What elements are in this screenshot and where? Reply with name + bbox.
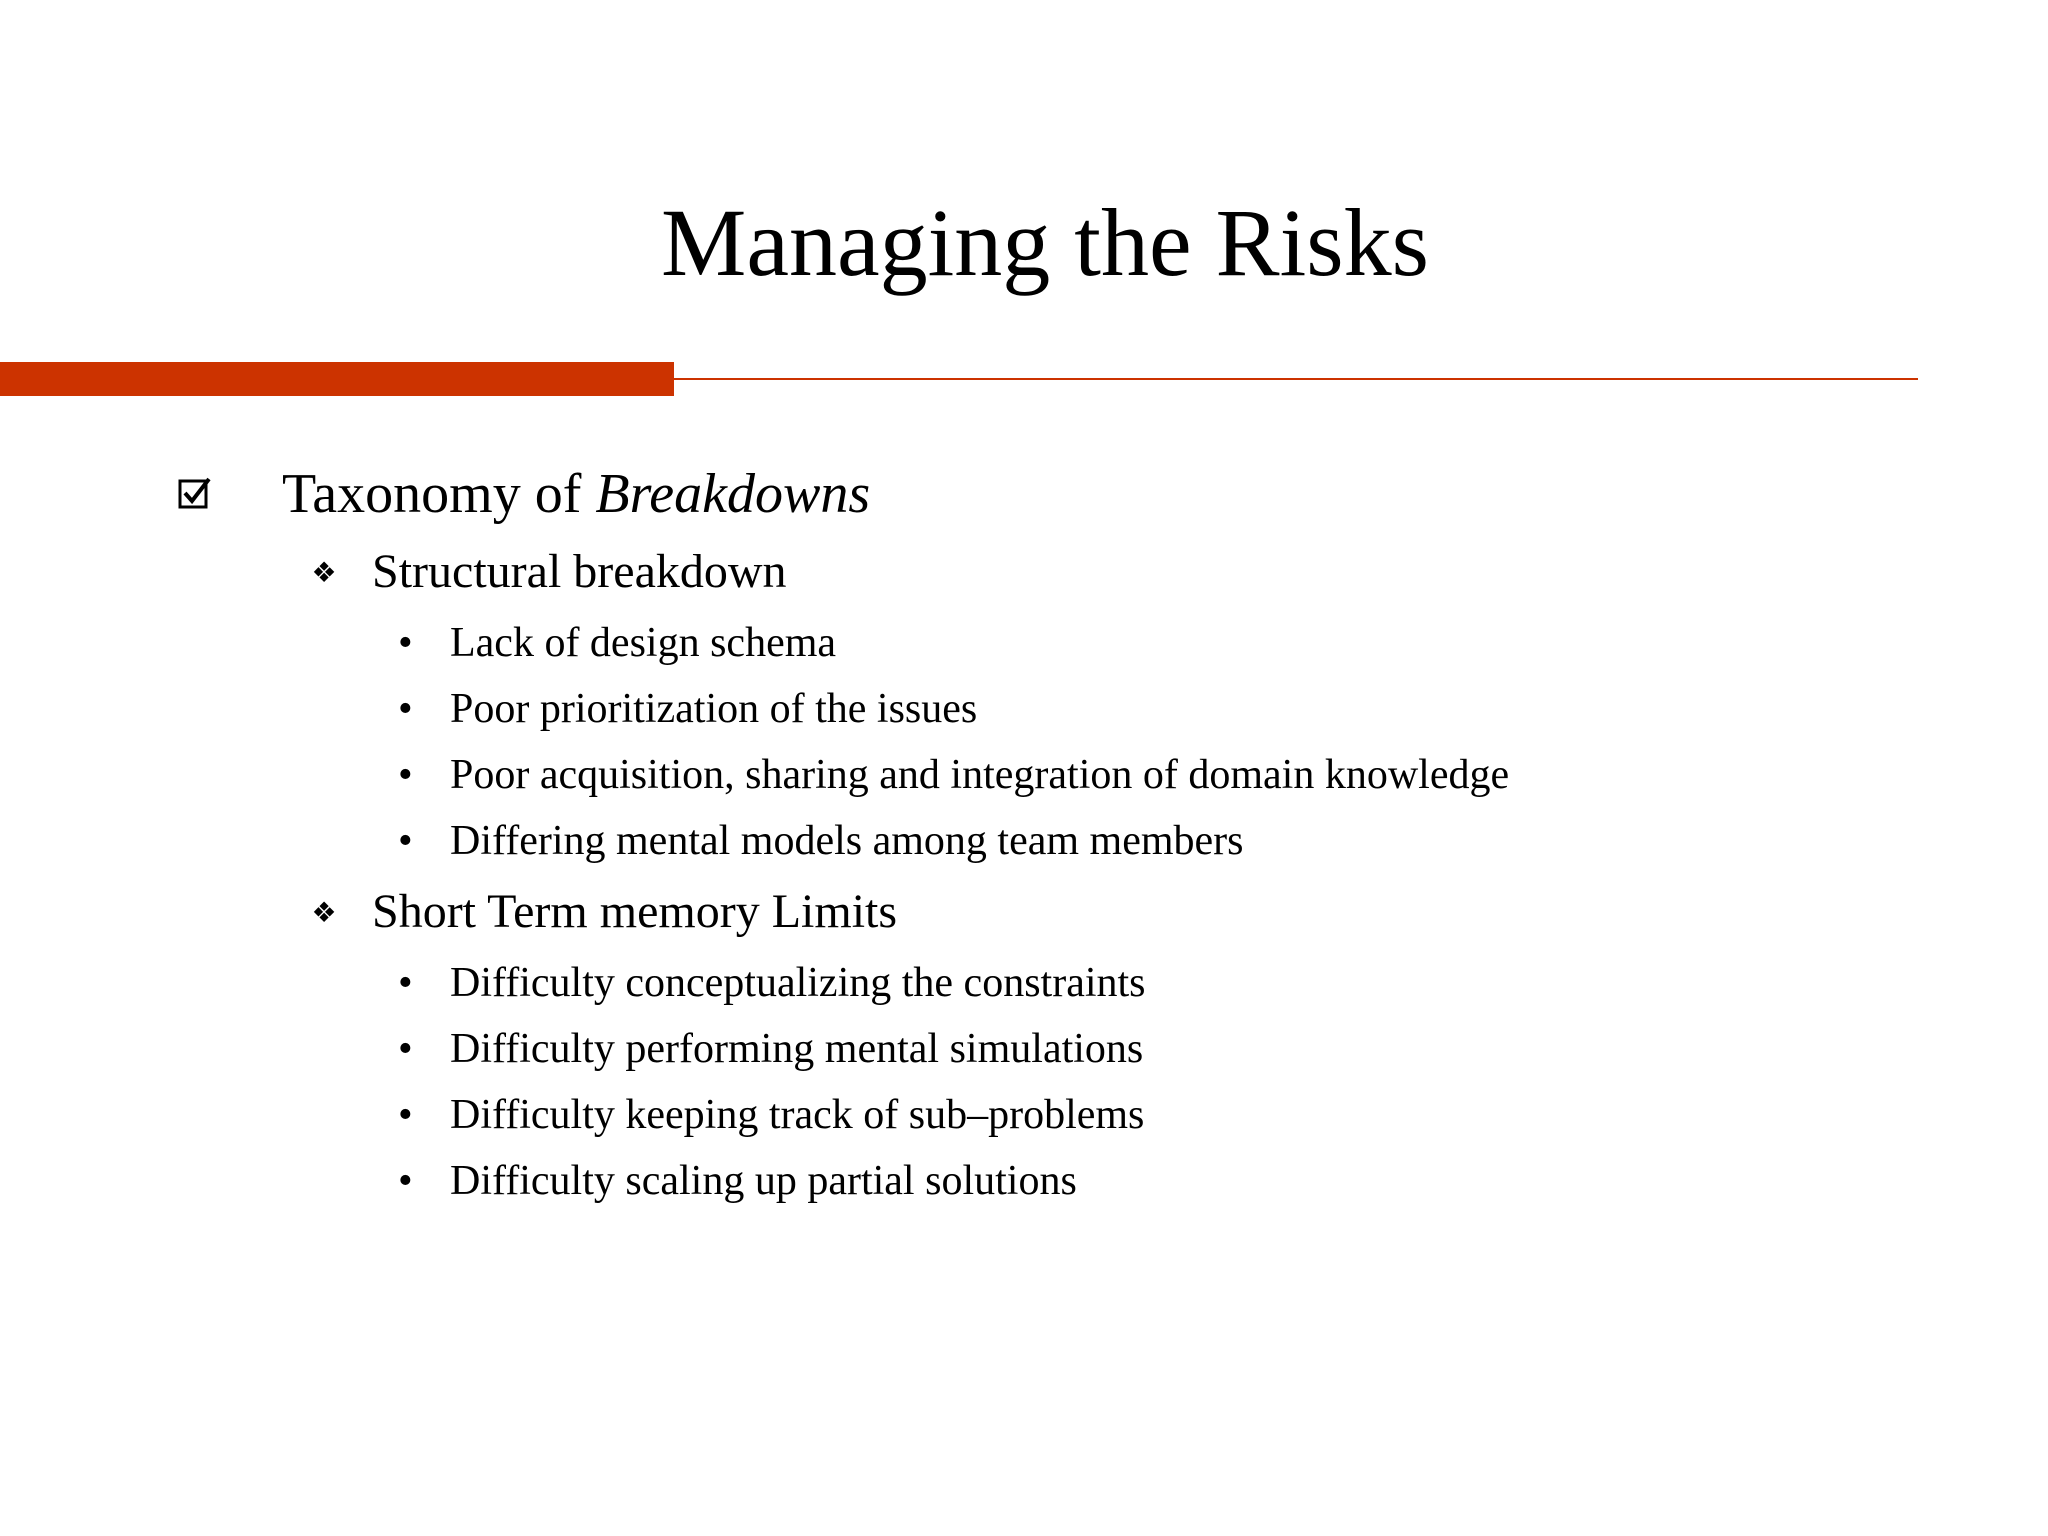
bullet-icon: • (398, 620, 413, 666)
bullet-icon: • (398, 686, 413, 732)
section-heading-text: Structural breakdown (372, 545, 787, 598)
list-item-text: Difficulty conceptualizing the constraints (450, 960, 1146, 1006)
list-item-text: Poor prioritization of the issues (450, 686, 978, 732)
list-item-text: Poor acquisition, sharing and integration of domain knowledge (450, 752, 1510, 798)
section-heading-text: Short Term memory Limits (372, 885, 898, 938)
bullet-icon: • (398, 1092, 413, 1138)
list-item-text: Differing mental models among team members (450, 818, 1244, 864)
checkbox-checked-icon (178, 476, 212, 510)
diamond-bullet-icon: ❖ (311, 898, 337, 929)
diamond-bullet-icon: ❖ (311, 558, 337, 589)
slide-title: Managing the Risks (661, 189, 1429, 296)
bullet-icon: • (398, 1158, 413, 1204)
list-item-text: Difficulty performing mental simulations (450, 1026, 1144, 1072)
bullet-icon: • (398, 752, 413, 798)
list-item-text: Lack of design schema (450, 620, 837, 666)
main-point-prefix: Taxonomy of (282, 463, 596, 525)
list-item-text: Difficulty scaling up partial solutions (450, 1158, 1077, 1204)
bullet-icon: • (398, 960, 413, 1006)
list-item-text: Difficulty keeping track of sub–problems (450, 1092, 1145, 1138)
main-point-emphasis: Breakdowns (595, 463, 871, 525)
bullet-icon: • (398, 818, 413, 864)
bullet-icon: • (398, 1026, 413, 1072)
main-point-text (282, 462, 870, 526)
